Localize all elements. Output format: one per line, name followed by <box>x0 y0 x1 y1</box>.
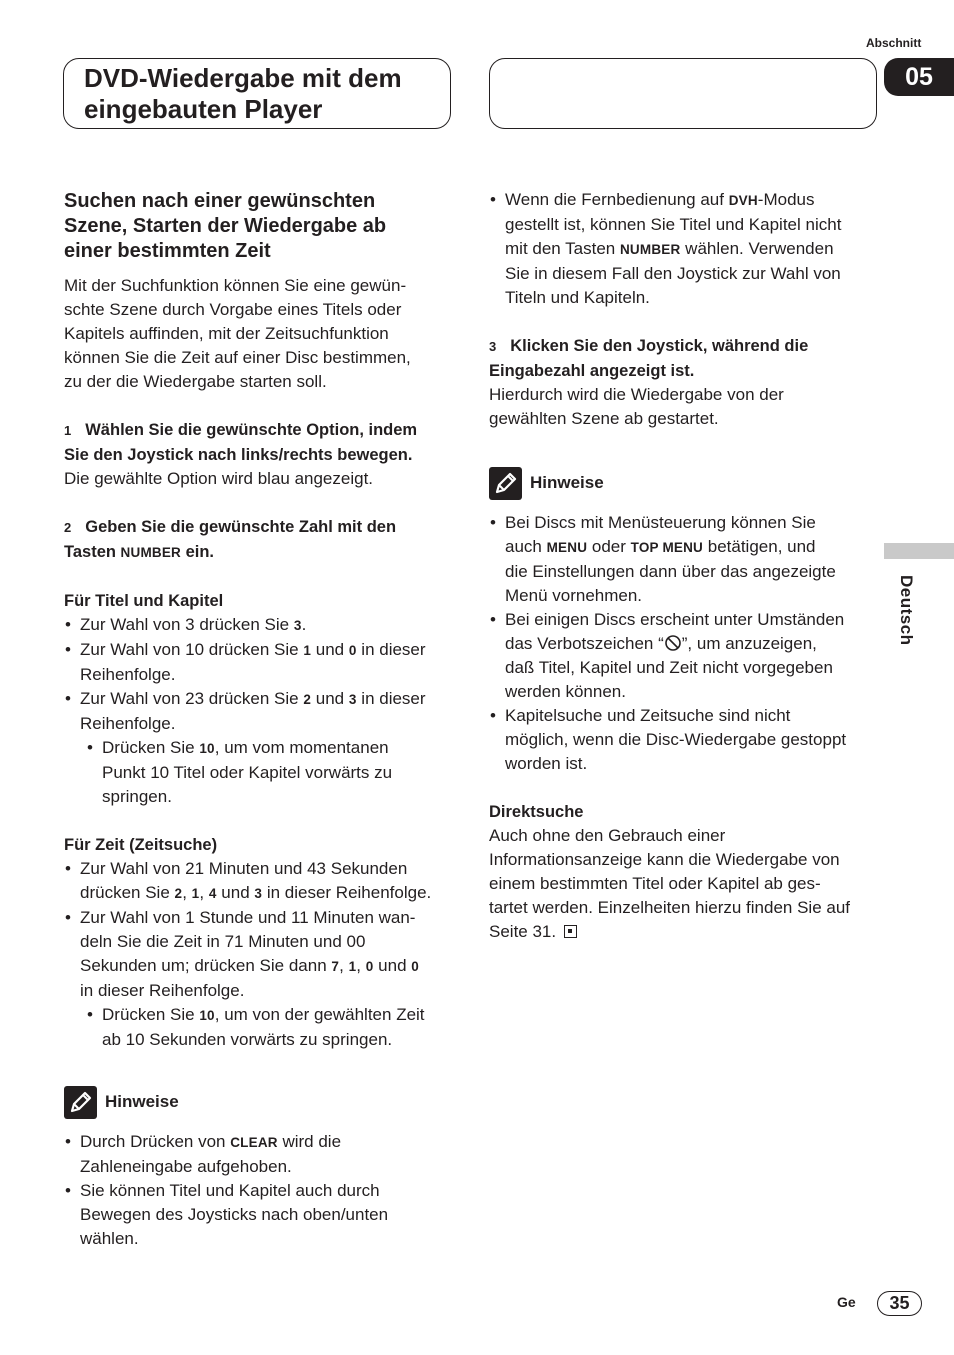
notes-list <box>489 511 881 776</box>
chapter-title <box>64 59 450 125</box>
subheading-titel: Für Titel und Kapitel <box>64 592 224 610</box>
language-tab <box>884 543 954 559</box>
key-label: MENU <box>546 540 588 555</box>
step-text: ein. <box>181 543 215 561</box>
key-label: NUMBER <box>120 545 181 560</box>
key-label: 1 <box>191 886 200 901</box>
text-line: schte Szene durch Vorgabe eines Titels oder <box>64 300 402 319</box>
list-item: • Zur Wahl von 21 Minuten und 43 Sekunden drücken Sie 2, 1, 4 und 3 in dieser Reihenfolge. <box>64 857 456 906</box>
chapter-title-line: eingebauten Player <box>84 94 323 124</box>
page-number: 35 <box>877 1291 922 1316</box>
prohibited-icon <box>664 634 682 652</box>
step-text: Eingabezahl angezeigt ist. <box>489 362 695 380</box>
key-label: NUMBER <box>619 242 681 257</box>
step-description: gewählten Szene ab gestartet. <box>489 409 719 428</box>
key-label: 4 <box>208 886 217 901</box>
left-column <box>64 189 456 1251</box>
key-label: 1 <box>303 643 312 658</box>
notes-title: Hinweise <box>530 473 604 492</box>
notes-header <box>489 465 881 501</box>
text-line: einem bestimmten Titel oder Kapitel ab ges- <box>489 874 821 893</box>
list-item: • Drücken Sie 10, um von der gewählten Zeit ab 10 Sekunden vorwärts zu springen. <box>64 1003 456 1052</box>
key-label: DVH <box>728 193 758 208</box>
key-label: 10 <box>199 741 215 756</box>
list-item: • Sie können Titel und Kapitel auch durch Bewegen des Joysticks nach oben/unten wählen. <box>64 1179 456 1251</box>
direktsuche-paragraph <box>489 824 881 944</box>
text-line: zu der die Wiedergabe starten soll. <box>64 372 327 391</box>
end-mark-icon <box>564 925 577 938</box>
notes-header <box>64 1084 456 1120</box>
pencil-note-icon <box>64 1086 97 1119</box>
right-column <box>489 188 881 944</box>
section-label: Abschnitt <box>866 36 922 50</box>
section-heading <box>64 189 456 264</box>
step-text: Geben Sie die gewünschte Zahl mit den <box>85 518 397 536</box>
list-item: • Wenn die Fernbedienung auf DVH-Modus gestellt ist, können Sie Titel und Kapitel nicht mit den Tasten NUMBER wählen. Verwenden Sie in diesem Fall den Joystick zur Wahl von Titeln und Kapiteln. <box>489 188 881 310</box>
step-text: Wählen Sie die gewünschte Option, indem <box>85 421 418 439</box>
key-label: 0 <box>348 643 357 658</box>
subheading-direktsuche: Direktsuche <box>489 803 584 821</box>
list-item: • Kapitelsuche und Zeitsuche sind nicht möglich, wenn die Disc-Wiedergabe gestoppt worden ist. <box>489 704 881 776</box>
subheading-zeit: Für Zeit (Zeitsuche) <box>64 836 218 854</box>
step-text: Sie den Joystick nach links/rechts bewegen. <box>64 446 413 464</box>
text-line: tartet werden. Einzelheiten hierzu finden Sie auf <box>489 898 851 917</box>
key-label: 1 <box>348 959 357 974</box>
zeit-list <box>64 857 456 1052</box>
step-number: 2 <box>64 520 72 535</box>
list-item: • Bei einigen Discs erscheint unter Umständen das Verbotszeichen “ ”, um anzuzeigen, daß Titel, Kapitel und Zeit nicht vorgegeben werden können. <box>489 608 881 704</box>
list-item: • Bei Discs mit Menüsteuerung können Sie auch MENU oder TOP MENU betätigen, und die Einstellungen dann über das angezeigte Menü vornehmen. <box>489 511 881 608</box>
step-description: Hierdurch wird die Wiedergabe von der <box>489 385 784 404</box>
text-line: Seite 31. <box>489 922 557 941</box>
step-text: Klicken Sie den Joystick, während die <box>510 337 809 355</box>
key-label: 3 <box>254 886 263 901</box>
key-label: 2 <box>303 692 312 707</box>
key-label: CLEAR <box>230 1135 278 1150</box>
notes-title: Hinweise <box>105 1092 179 1111</box>
step-1 <box>64 418 456 467</box>
text-line: Auch ohne den Gebrauch einer <box>489 826 726 845</box>
key-label: 2 <box>174 886 183 901</box>
step-text: Tasten <box>64 543 121 561</box>
pencil-note-icon <box>489 467 522 500</box>
list-item: • Zur Wahl von 1 Stunde und 11 Minuten wan- deln Sie die Zeit in 71 Minuten und 00 Sekunden um; drücken Sie dann 7, 1, 0 und 0 in dieser Reihenfolge. <box>64 906 456 1003</box>
key-label: 10 <box>199 1008 215 1023</box>
heading-line: einer bestimmten Zeit <box>64 240 271 262</box>
chapter-title-line: DVD-Wiedergabe mit dem <box>84 63 402 93</box>
chapter-title-box <box>63 58 451 129</box>
step-number: 1 <box>64 423 72 438</box>
key-label: 3 <box>348 692 357 707</box>
key-label: 7 <box>331 959 340 974</box>
list-item: • Zur Wahl von 10 drücken Sie 1 und 0 in dieser Reihenfolge. <box>64 638 456 687</box>
intro-paragraph <box>64 274 456 394</box>
list-item: • Zur Wahl von 3 drücken Sie 3. <box>64 613 456 638</box>
text-line: können Sie die Zeit auf einer Disc bestimmen, <box>64 348 411 367</box>
key-label: TOP MENU <box>630 540 704 555</box>
notes-list <box>64 1130 456 1251</box>
list-item: • Drücken Sie 10, um vom momentanen Punkt 10 Titel oder Kapitel vorwärts zu springen. <box>64 736 456 809</box>
step-description: Die gewählte Option wird blau angezeigt. <box>64 469 374 488</box>
list-item: • Durch Drücken von CLEAR wird die Zahleneingabe aufgehoben. <box>64 1130 456 1179</box>
step-3 <box>489 334 881 383</box>
step-number: 3 <box>489 339 497 354</box>
list-item: • Zur Wahl von 23 drücken Sie 2 und 3 in dieser Reihenfolge. <box>64 687 456 736</box>
key-label: 0 <box>365 959 374 974</box>
footer-language-code: Ge <box>837 1294 856 1310</box>
step-2 <box>64 515 456 565</box>
text-line: Mit der Suchfunktion können Sie eine gewün- <box>64 276 407 295</box>
key-label: 0 <box>411 959 419 974</box>
heading-line: Szene, Starten der Wiedergabe ab <box>64 215 387 237</box>
text-line: Kapitels auffinden, mit der Zeitsuchfunktion <box>64 324 389 343</box>
top-list <box>489 188 881 310</box>
text-line: Informationsanzeige kann die Wiedergabe von <box>489 850 840 869</box>
empty-header-box <box>489 58 877 129</box>
section-number-badge: 05 <box>884 58 954 96</box>
language-label: Deutsch <box>897 575 916 646</box>
key-label: 3 <box>293 618 302 633</box>
heading-line: Suchen nach einer gewünschten <box>64 190 376 212</box>
titel-list <box>64 613 456 809</box>
